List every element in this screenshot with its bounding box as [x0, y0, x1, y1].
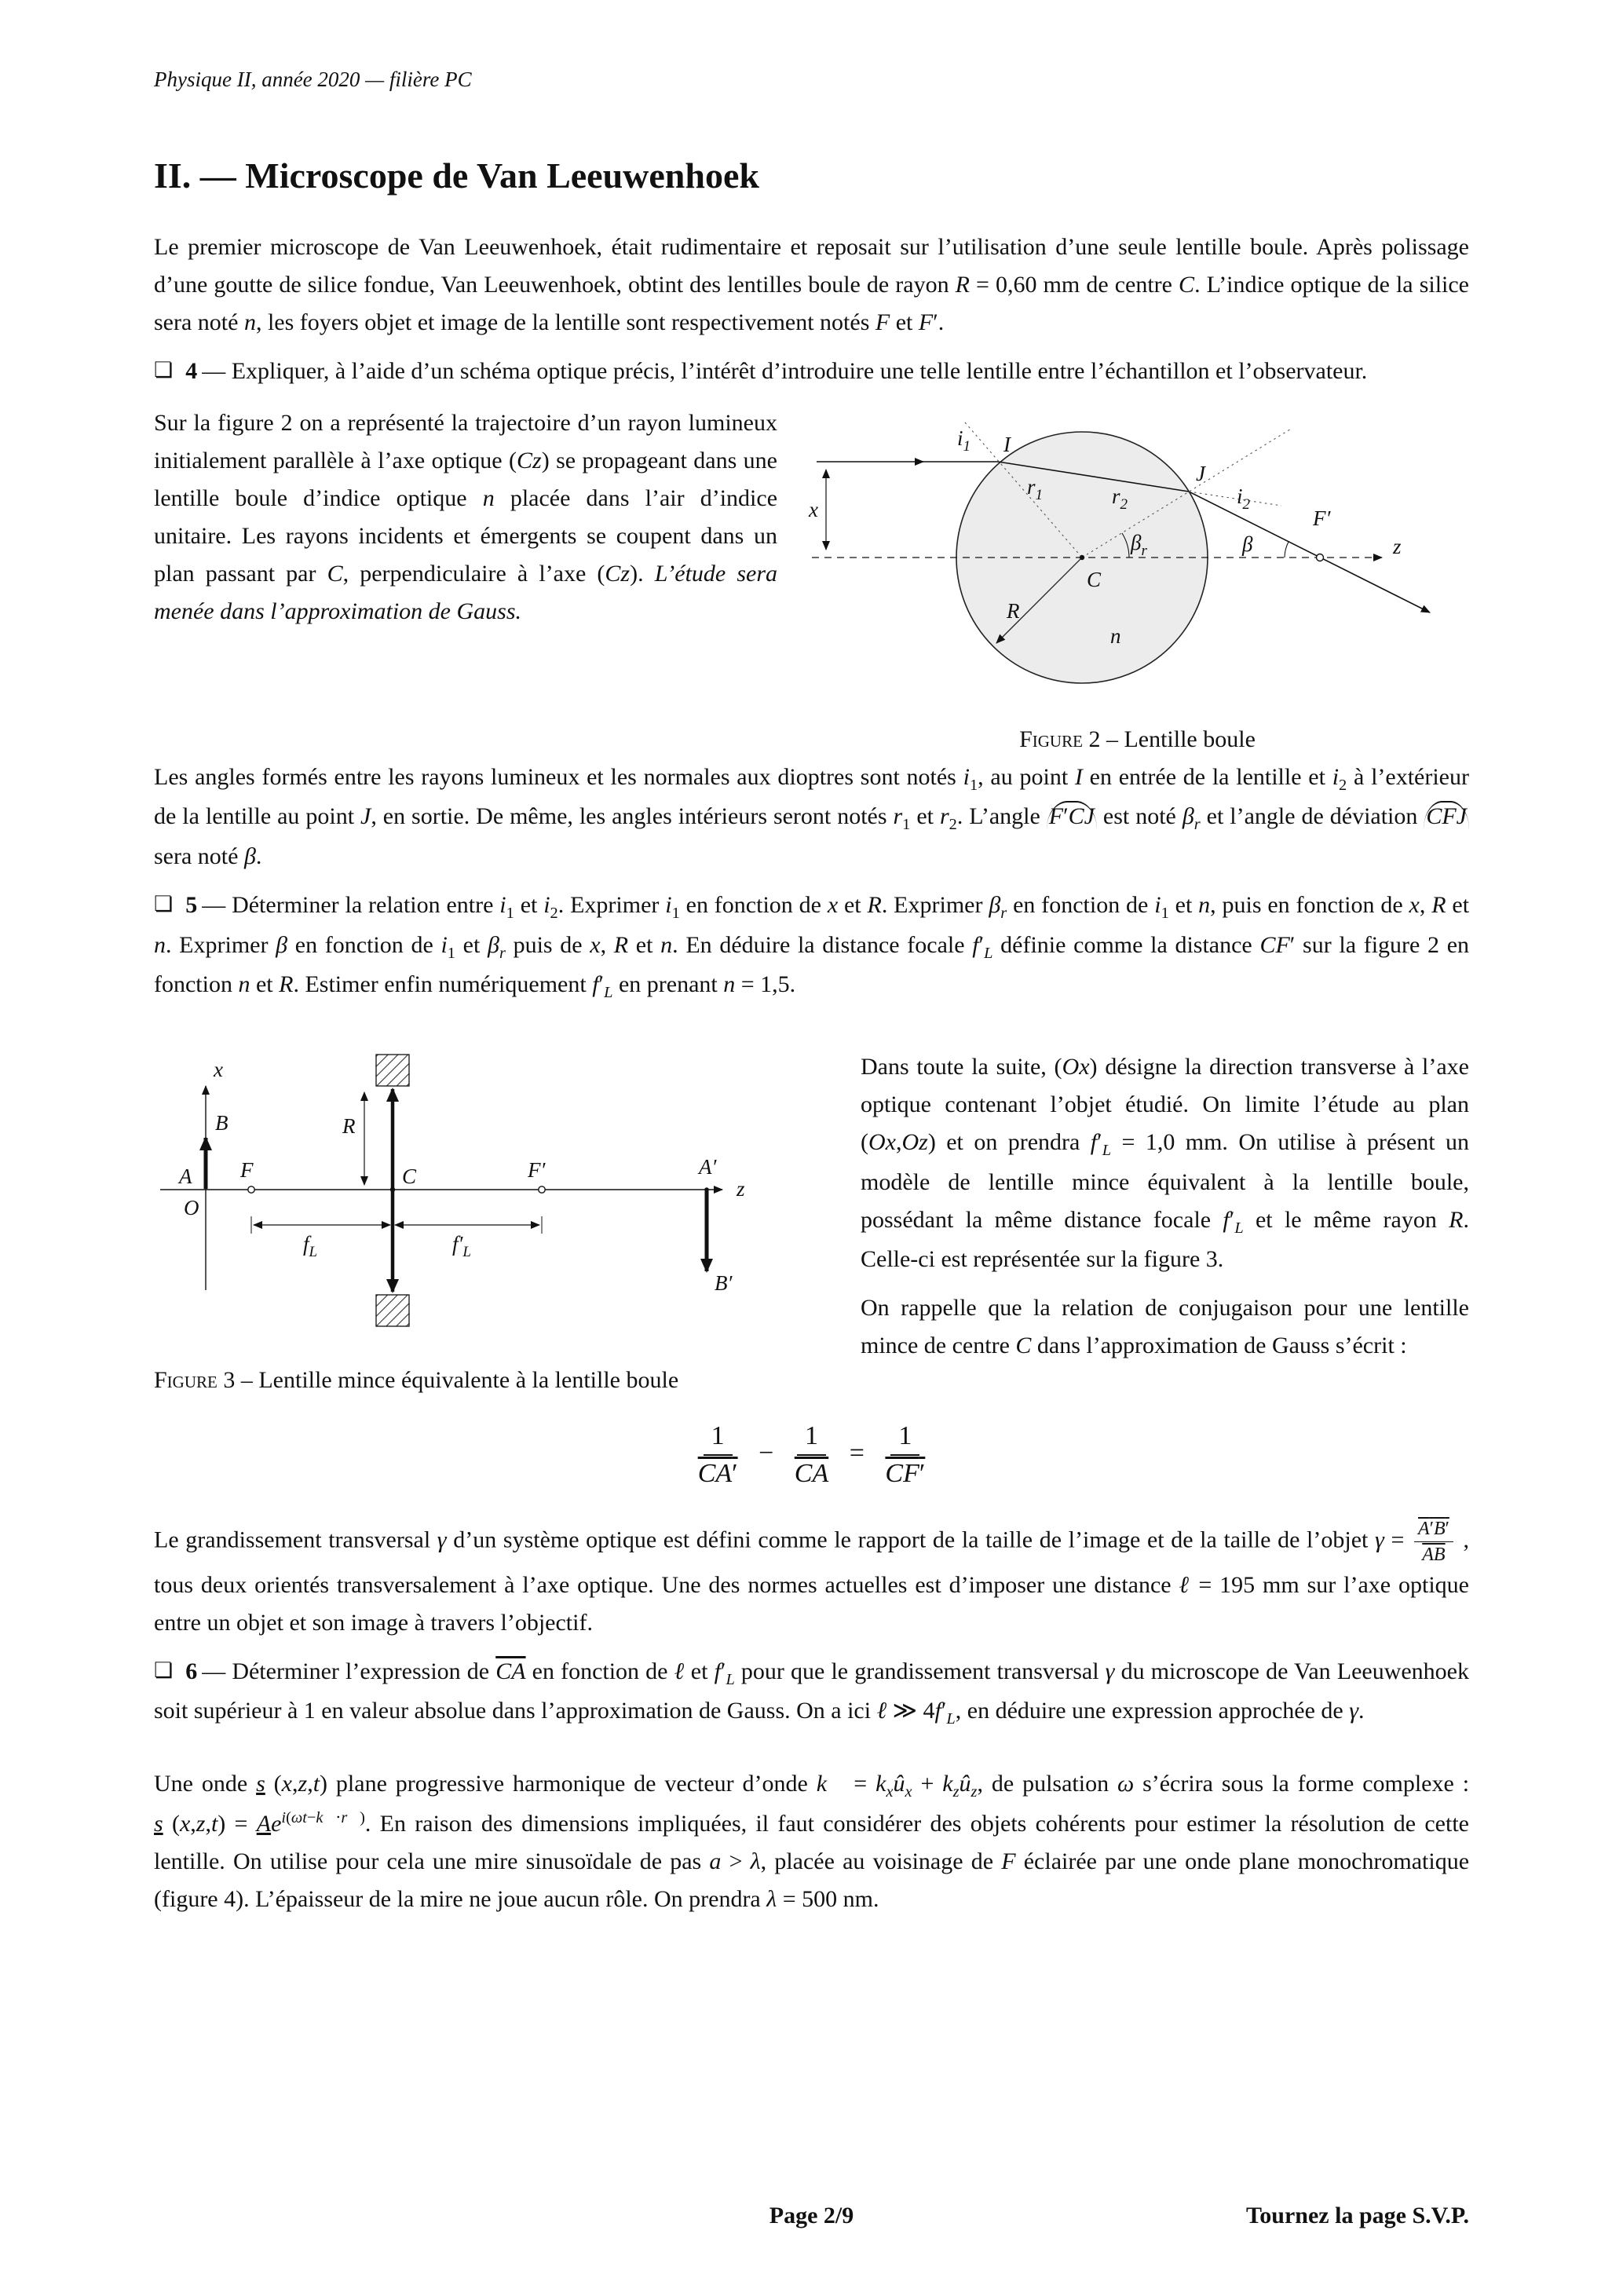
fig3-label-f-L: $f_L$ — [303, 1231, 318, 1260]
question-4-square-icon: ❏ — [154, 357, 174, 382]
footer-spacer — [154, 2197, 769, 2235]
fig2-label-r2: $r_2$ — [1112, 484, 1128, 513]
fig3-point-A-prime — [704, 1187, 709, 1192]
conjugation-intro-paragraph: On rappelle que la relation de conjugaison pour une lentille mince de centre C dans l’approximation de Gauss s’écrit : — [861, 1295, 1469, 1359]
fig3-point-F — [248, 1186, 254, 1193]
question-6-text: — Déterminer l’expression de $\overline{CA}$ en fonction de ℓ et $f'_L$ pour que le grandissement transversal γ du microscope de Van Leeuwenhoek soit supérieur à 1 en valeur absolue dans l’approximation de Gauss. On a ici ℓ ≫ $4f'_L$, en déduire une expression approchée de γ. — [154, 1658, 1470, 1728]
fig3-label-f-L-prime: $f'_L$ — [452, 1231, 471, 1260]
fig3-point-F-prime — [539, 1186, 545, 1193]
fig2-label-i1: $i_1$ — [957, 426, 971, 455]
fig2-label-beta: β — [1242, 532, 1253, 556]
wave-paragraph: Une onde s (x,z,t) plane progressive harmonique de vecteur d’onde k⃗ = $k_xû_x$ + $k_zû_z$, de pulsation ω s’écrira sous la forme complexe : s $(x,z,t) = Ae^{i(\omega t-k⃗\cdot r⃗)}$. En raison des dimensions impliquées, il faut considérer des objets cohérents pour estimer la résolution de cette lentille. On utilise pour cela une mire sinusoïdale de pas a > λ, placée au voisinage de F éclairée par une onde plane monochromatique (figure 4). L’épaisseur de la mire ne joue aucun rôle. On prendra λ = 500 nm. — [154, 1770, 1470, 1912]
fig3-top-mount-hatch — [376, 1055, 409, 1086]
figure-2-caption: Figure 2 – Lentille boule — [1019, 726, 1256, 752]
fig3-label-O: O — [184, 1195, 199, 1219]
fig3-label-F: F — [240, 1157, 254, 1182]
thin-lens-paragraph: Dans toute la suite, (Ox) désigne la direction transverse à l’axe optique contenant l’objet étudié. On limite l’étude au plan (Ox,Oz) et on prendra $f'_L = 1,0$ mm. On utilise à présent un modèle de lentille mince équivalent à la lentille boule, possédant la même distance focale $f'_L$ et le même rayon R. Celle-ci est représentée sur la figure 3. — [861, 1053, 1469, 1273]
question-4 — [154, 353, 1469, 390]
figure2-section — [154, 404, 1469, 759]
fig3-bottom-mount-hatch — [376, 1295, 409, 1326]
turn-page-note: Tournez la page S.V.P. — [1246, 2203, 1469, 2228]
fig3-label-R: R — [342, 1113, 356, 1138]
fig3-label-A-prime: A′ — [699, 1154, 717, 1179]
fig3-label-B-prime: B′ — [715, 1270, 733, 1295]
figure-3-thin-lens-diagram — [154, 1048, 758, 1339]
page-number: Page 2/9 — [769, 2203, 854, 2228]
fig2-center-point — [1080, 555, 1084, 560]
figure-2-ball-lens-diagram — [806, 404, 1457, 703]
fig2-label-C: C — [1087, 567, 1102, 591]
figure-2 — [806, 404, 1469, 759]
fig2-label-x: x — [809, 497, 818, 521]
fig2-focal-point — [1317, 554, 1324, 561]
fig3-label-x: x — [214, 1057, 223, 1081]
fig2-label-z: z — [1393, 534, 1402, 558]
question-5-square-icon: ❏ — [154, 892, 174, 916]
figure-3-caption: Figure 3 – Lentille mince équivalente à la lentille boule — [154, 1366, 679, 1393]
fig2-label-J: J — [1196, 461, 1205, 485]
fig2-label-r1: $r_1$ — [1027, 474, 1044, 503]
fig2-label-n: n — [1110, 623, 1121, 648]
page-footer — [154, 2197, 1469, 2235]
question-4-number: 4 — [185, 357, 198, 384]
fig2-label-R: R — [1007, 598, 1020, 623]
fig2-beta-arc — [1285, 542, 1289, 558]
question-5-number: 5 — [185, 892, 198, 919]
question-5 — [154, 887, 1469, 1006]
figure-3 — [154, 1048, 829, 1399]
fig2-label-F-prime: F′ — [1313, 506, 1331, 530]
question-4-text: — Expliquer, à l’aide d’un schéma optique précis, l’intérêt d’introduire une telle lentille entre l’échantillon et l’observateur. — [202, 357, 1368, 384]
fig2-label-I: I — [1003, 432, 1011, 456]
fig3-label-A: A — [179, 1164, 192, 1188]
question-5-text: — Déterminer la relation entre $i_1$ et $i_2$. Exprimer $i_1$ en fonction de x et R. Exprimer $\beta_r$ en fonction de $i_1$ et n, puis en fonction de x, R et n. Exprimer β en fonction de $i_1$ et $\beta_r$ puis de x, R et n. En déduire la distance focale $f'_L$ définie comme la distance CF′ sur la figure 2 en fonction n et R. Estimer enfin numériquement $f'_L$ en prenant n = 1,5. — [154, 892, 1470, 1002]
fig2-label-i2: $i_2$ — [1237, 484, 1251, 513]
question-6 — [154, 1653, 1469, 1732]
fig3-point-C — [390, 1187, 395, 1192]
magnification-paragraph: Le grandissement transversal γ d’un système optique est défini comme le rapport de la taille de l’image et de la taille de l’objet γ = $\frac{A'B'}{AB}$ , tous deux orientés transversalement à l’axe optique. Une des normes actuelles est d’imposer une distance ℓ = 195 mm sur l’axe optique entre un objet et son image à travers l’objectif. — [154, 1518, 1469, 1636]
intro-paragraph: Le premier microscope de Van Leeuwenhoek, était rudimentaire et reposait sur l’utilisation d’une seule lentille boule. Après polissage d’une goutte de silice fondue, Van Leeuwenhoek, obtint des lentilles boule de rayon R = 0,60 mm de centre C. L’indice optique de la silice sera noté n, les foyers objet et image de la lentille sont respectivement notés F et F′. — [154, 233, 1469, 335]
fig3-label-C: C — [402, 1164, 417, 1188]
fig3-label-F-prime: F′ — [528, 1157, 546, 1182]
conjugation-equation: $\frac{1}{CA'}$ − $\frac{1}{CA}$ = $\frac{1}{CF'}$ — [697, 1420, 926, 1489]
figure2-intro-text: Sur la figure 2 on a représenté la trajectoire d’un rayon lumineux initialement parallèle à l’axe optique (Cz) se propageant dans une lentille boule d’indice optique n placée dans l’air d’indice unitaire. Les rayons incidents et émergents se coupent dans un plan passant par C, perpendiculaire à l’axe (Cz). L’étude sera menée dans l’approximation de Gauss. — [154, 409, 778, 624]
running-header: Physique II, année 2020 — filière PC — [154, 68, 472, 91]
angles-paragraph: Les angles formés entre les rayons lumineux et les normales aux dioptres sont notés $i_1$, au point I en entrée de la lentille et $i_2$ à l’extérieur de la lentille au point J, en sortie. De même, les angles intérieurs seront notés $r_1$ et $r_2$. L’angle F′CJ est noté $\beta_r$ et l’angle de déviation CFJ sera noté β. — [154, 763, 1469, 870]
question-6-square-icon: ❏ — [154, 1658, 174, 1682]
fig3-label-B: B — [215, 1110, 228, 1135]
question-6-number: 6 — [185, 1658, 198, 1684]
figure3-section — [154, 1048, 1469, 1399]
section-title: II. — Microscope de Van Leeuwenhoek — [154, 155, 759, 196]
fig2-label-beta-r: $\beta_r$ — [1131, 530, 1147, 559]
fig3-label-z: z — [737, 1176, 745, 1201]
